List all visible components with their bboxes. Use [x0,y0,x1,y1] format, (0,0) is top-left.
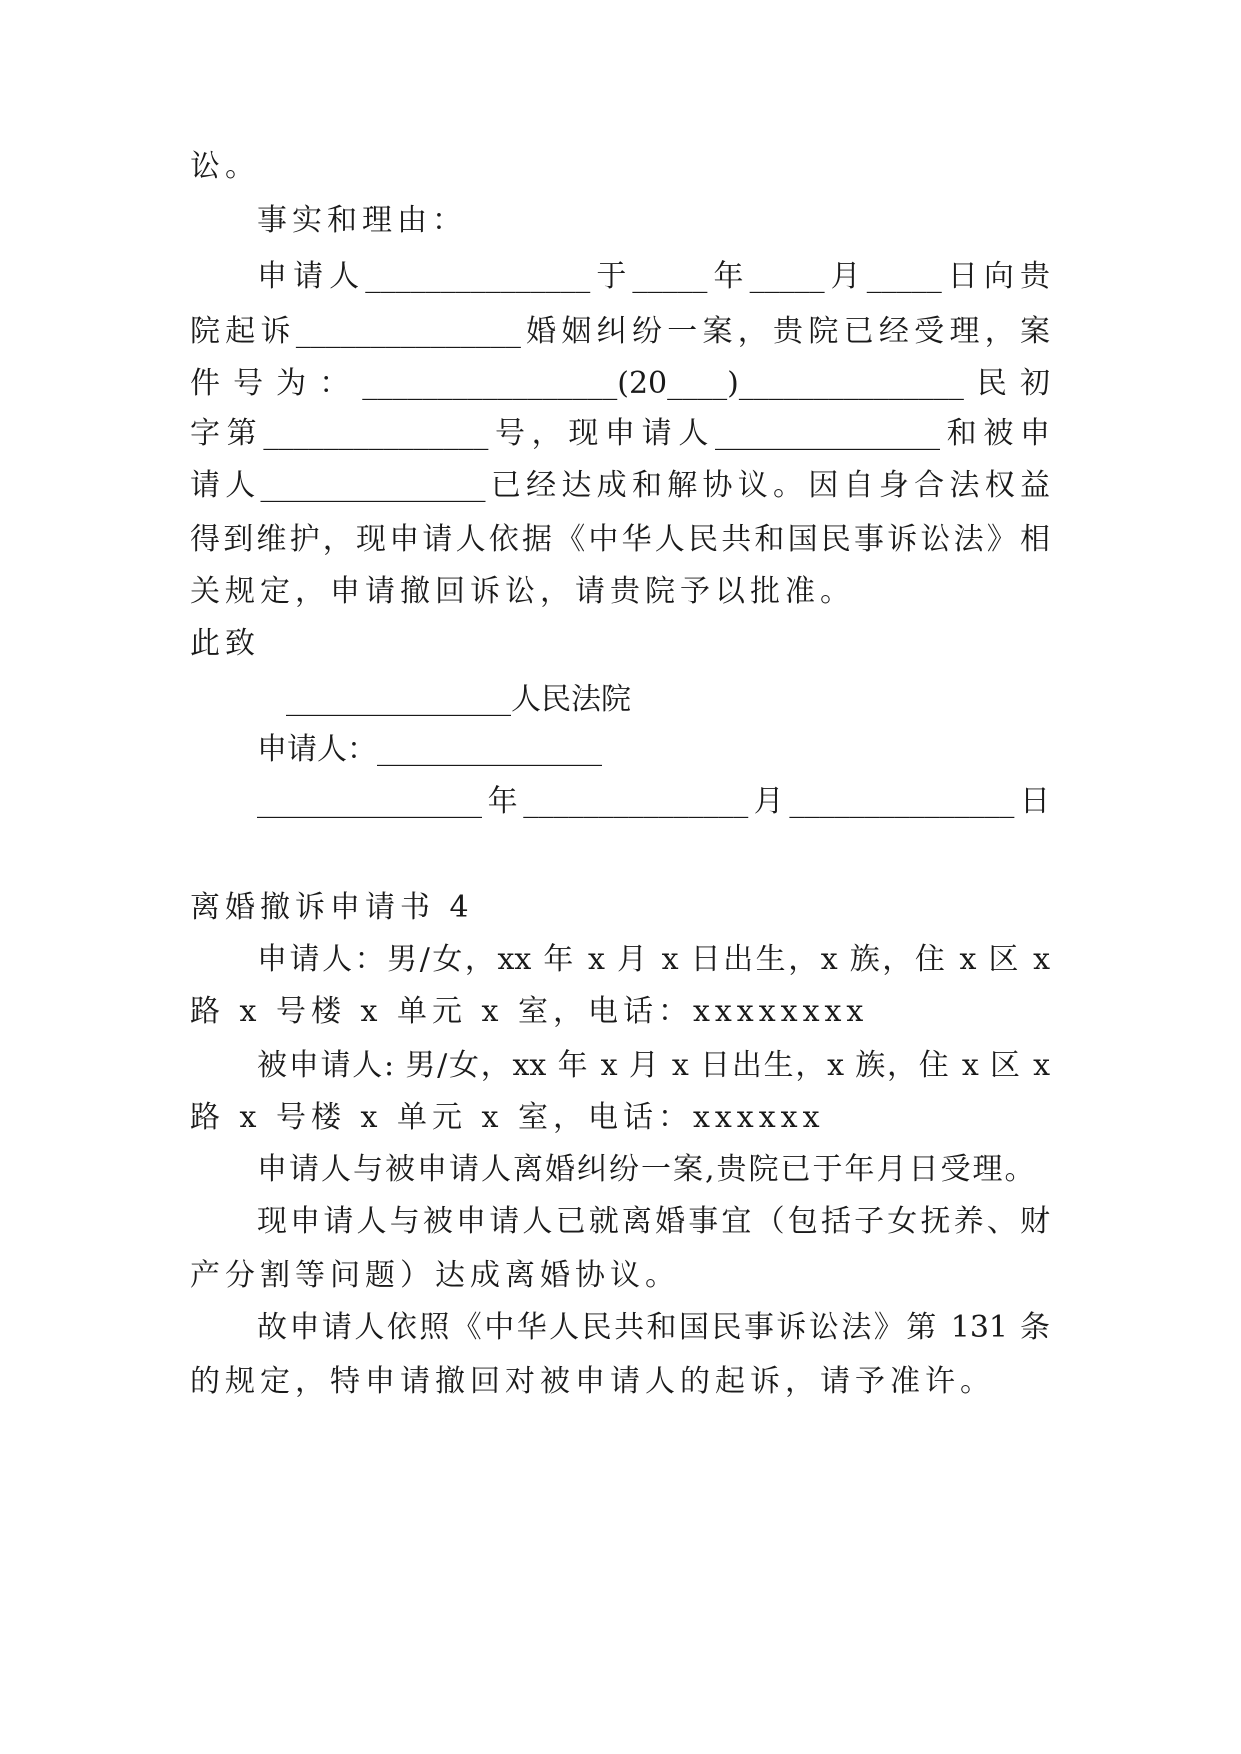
text-line: 关规定，申请撤回诉讼，请贵院予以批准。 [190,574,855,609]
text-line: 路 x 号楼 x 单元 x 室，电话：xxxxxx [190,1100,825,1135]
text-line: 件号为：_________________(20____)_______________民初 [190,366,1050,401]
document-title: 离婚撤诉申请书 4 [190,890,474,925]
salutation: 此致 [190,626,260,661]
text-line: 产分割等问题）达成离婚协议。 [190,1258,680,1293]
text-line: 申请人与被申请人离婚纠纷一案,贵院已于年月日受理。 [257,1152,1037,1187]
text-line: 的规定，特申请撤回对被申请人的起诉，请予准许。 [190,1364,995,1399]
text-line: 讼。 [190,149,260,184]
text-line: 申请人：男/女，xx 年 x 月 x 日出生，x 族，住 x 区 x [257,942,1050,977]
text-line: 得到维护，现申请人依据《中华人民共和国民事诉讼法》相 [190,522,1050,557]
applicant-signature-line: 申请人：_______________ [257,732,602,767]
text-line: 请人_______________已经达成和解协议。因自身合法权益 [190,468,1050,503]
date-line: _______________年_______________月_______________日 [257,784,1050,819]
text-line: 院起诉_______________婚姻纠纷一案，贵院已经受理，案 [190,314,1050,349]
court-name-line: _______________人民法院 [286,682,631,717]
text-line: 字第_______________号，现申请人_______________和被申 [190,416,1050,451]
text-line: 被申请人: 男/女，xx 年 x 月 x 日出生，x 族，住 x 区 x [257,1048,1050,1083]
text-line: 路 x 号楼 x 单元 x 室，电话：xxxxxxxx [190,994,869,1029]
section-heading: 事实和理由： [257,203,467,238]
text-line: 现申请人与被申请人已就离婚事宜（包括子女抚养、财 [257,1204,1050,1239]
text-line: 故申请人依照《中华人民共和国民事诉讼法》第 131 条 [257,1310,1050,1345]
text-line: 申请人_______________于_____年_____月_____日向贵 [257,259,1050,294]
